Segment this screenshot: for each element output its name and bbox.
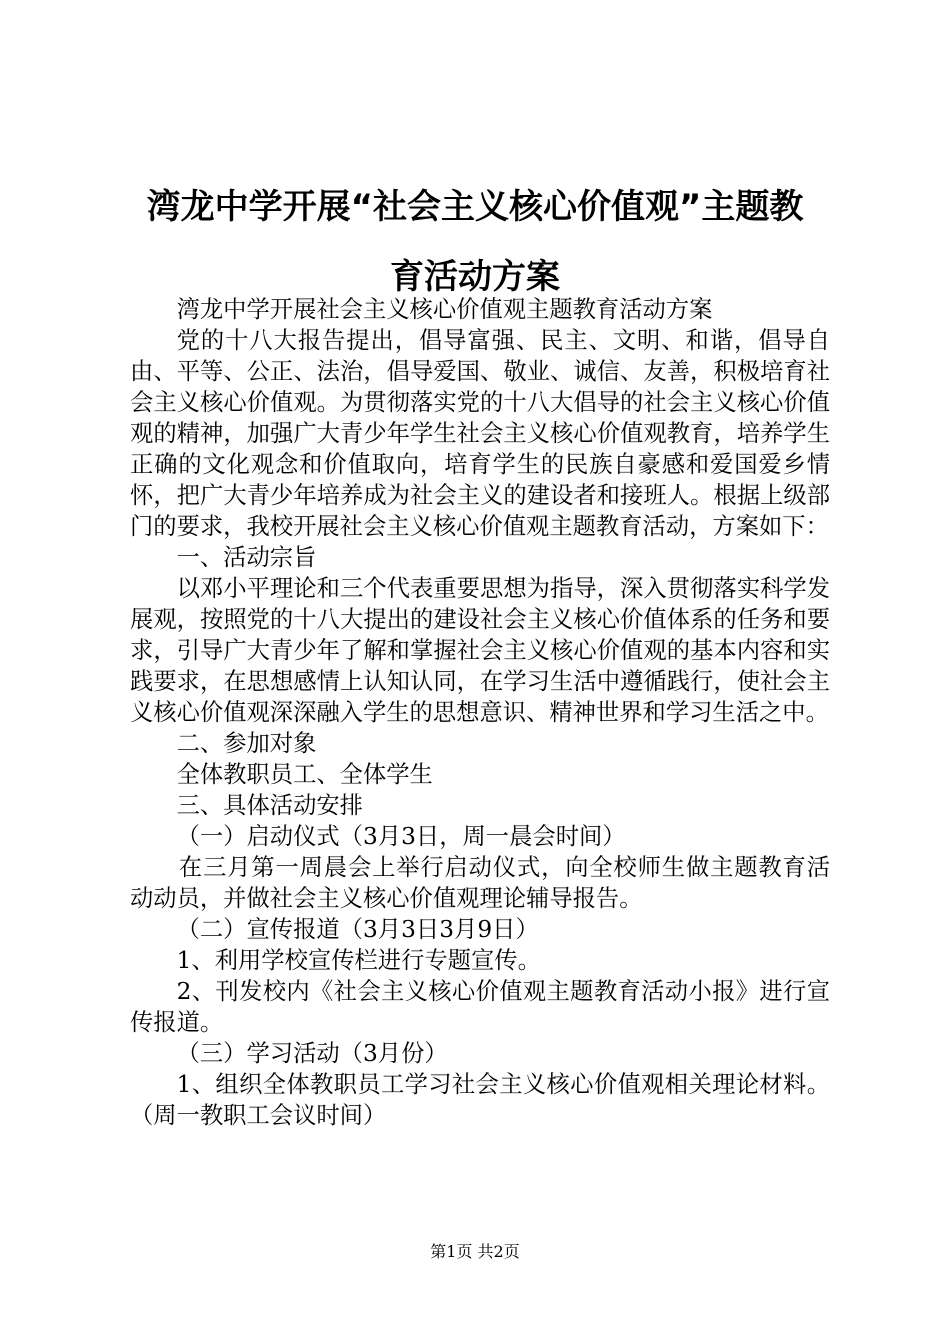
title-line-1: 湾龙中学开展“社会主义核心价值观”主题教 xyxy=(146,187,804,227)
section-heading-purpose: 一、活动宗旨 xyxy=(176,544,317,571)
page-footer xyxy=(0,1241,950,1263)
publicity-item-2: 2、刊发校内《社会主义核心价值观主题教育活动小报》进行宣传报道。 xyxy=(130,978,830,1036)
subsection-heading-publicity: （二）宣传报道（3月3日3月9日） xyxy=(176,916,539,943)
section-heading-participants: 二、参加对象 xyxy=(176,730,317,757)
publicity-item-1: 1、利用学校宣传栏进行专题宣传。 xyxy=(176,947,541,974)
document-body xyxy=(130,294,830,1131)
page-number: 第1页 共2页 xyxy=(430,1242,520,1261)
document-title xyxy=(110,172,840,312)
subtitle-paragraph: 湾龙中学开展社会主义核心价值观主题教育活动方案 xyxy=(176,296,713,323)
participants-paragraph: 全体教职员工、全体学生 xyxy=(176,761,433,788)
subsection-heading-launch: （一）启动仪式（3月3日，周一晨会时间） xyxy=(176,823,626,850)
purpose-paragraph: 以邓小平理论和三个代表重要思想为指导，深入贯彻落实科学发展观，按照党的十八大提出的建设社会主义核心价值体系的任务和要求，引导广大青少年了解和掌握社会主义核心价值观的基本内容和实践要求，在思想感情上认知认同，在学习生活中遵循践行，使社会主义核心价值观深深融入学生的思想意识、精神世界和学习生活之中。 xyxy=(130,575,830,726)
title-line-2: 育活动方案 xyxy=(390,257,560,297)
launch-paragraph: 在三月第一周晨会上举行启动仪式，向全校师生做主题教育活动动员，并做社会主义核心价值观理论辅导报告。 xyxy=(130,854,830,912)
study-item-1: 1、组织全体教职员工学习社会主义核心价值观相关理论材料。（周一教职工会议时间） xyxy=(130,1071,830,1129)
subsection-heading-study: （三）学习活动（3月份） xyxy=(176,1040,448,1067)
section-heading-schedule: 三、具体活动安排 xyxy=(176,792,363,819)
intro-paragraph: 党的十八大报告提出，倡导富强、民主、文明、和谐，倡导自由、平等、公正、法治，倡导爱国、敬业、诚信、友善，积极培育社会主义核心价值观。为贯彻落实党的十八大倡导的社会主义核心价值观的精神，加强广大青少年学生社会主义核心价值观教育，培养学生正确的文化观念和价值取向，培育学生的民族自豪感和爱国爱乡情怀，把广大青少年培养成为社会主义的建设者和接班人。根据上级部门的要求，我校开展社会主义核心价值观主题教育活动，方案如下： xyxy=(130,327,830,540)
